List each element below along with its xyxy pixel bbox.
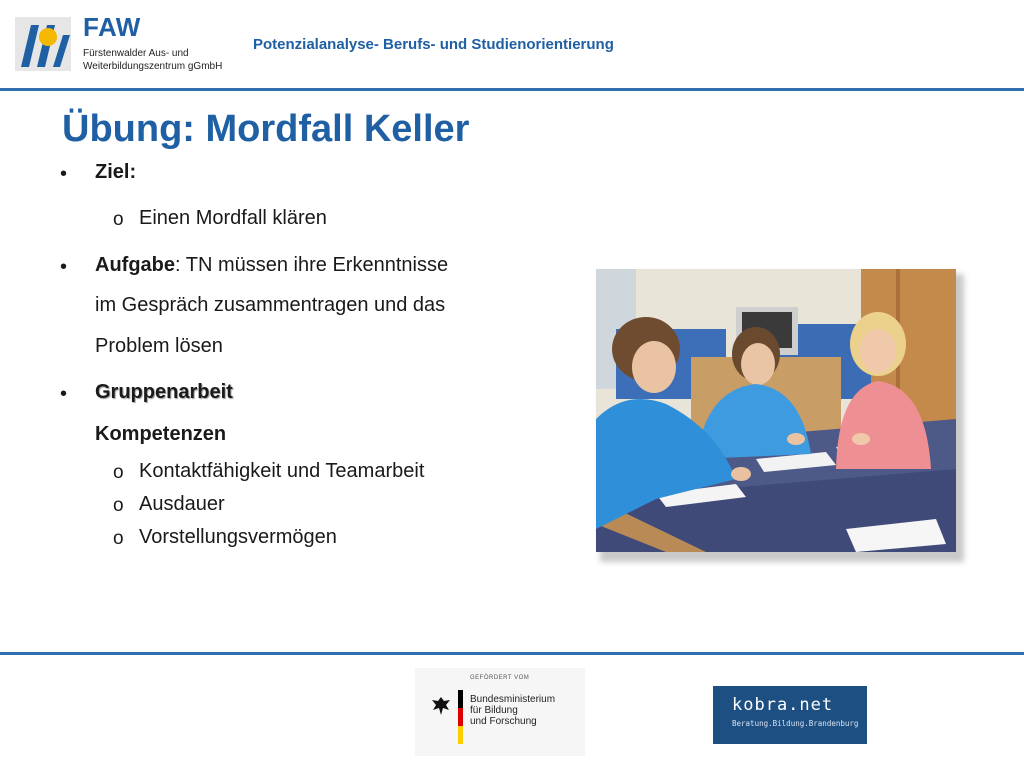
slide-title: Übung: Mordfall Keller (62, 108, 470, 150)
bullet-marker: • (60, 383, 68, 405)
org-short-name: FAW (83, 12, 141, 42)
aufgabe-line2: im Gespräch zusammentragen und das (95, 294, 446, 316)
faw-logo-mark (15, 17, 71, 71)
faw-logo (15, 17, 71, 71)
kobra-net-title: kobra.net (732, 695, 834, 715)
footer-divider (0, 652, 1024, 655)
ziel-item: Einen Mordfall klären (139, 207, 327, 229)
gruppenarbeit-label: Gruppenarbeit (95, 381, 233, 403)
kompetenz-item: Vorstellungsvermögen (139, 526, 337, 548)
group-work-photo (596, 269, 956, 552)
org-name-line2: Weiterbildungszentrum gGmbH (83, 61, 223, 72)
photo-illustration (596, 269, 956, 552)
bmbf-line1: Bundesministerium (470, 694, 556, 705)
header-title: Potenzialanalyse- Berufs- und Studienorientierung (253, 36, 614, 53)
kompetenz-item: Kontaktfähigkeit und Teamarbeit (139, 460, 425, 482)
kompetenzen-label: Kompetenzen (95, 423, 227, 445)
bullet-marker: • (60, 163, 68, 185)
aufgabe-text: : TN müssen ihre Erkenntnisse (175, 254, 449, 276)
sub-bullet-marker: o (113, 495, 124, 516)
header-divider (0, 88, 1024, 91)
federal-eagle-icon (430, 695, 452, 722)
aufgabe-line3: Problem lösen (95, 335, 223, 357)
german-flag-stripe (458, 690, 463, 744)
org-name-line1: Fürstenwalder Aus- und (83, 48, 189, 59)
kobra-net-tagline: Beratung.Bildung.Brandenburg (732, 719, 859, 728)
bullet-marker: • (60, 256, 68, 278)
sub-bullet-marker: o (113, 209, 124, 230)
kompetenz-item: Ausdauer (139, 493, 225, 515)
sub-bullet-marker: o (113, 528, 124, 549)
bmbf-line2: für Bildung (470, 705, 518, 716)
funding-note: GEFÖRDERT VOM (470, 675, 530, 681)
aufgabe-label: Aufgabe (95, 254, 175, 276)
bmbf-line3: und Forschung (470, 716, 537, 727)
sub-bullet-marker: o (113, 462, 124, 483)
aufgabe-line1 (95, 254, 448, 277)
ziel-label: Ziel: (95, 161, 137, 183)
